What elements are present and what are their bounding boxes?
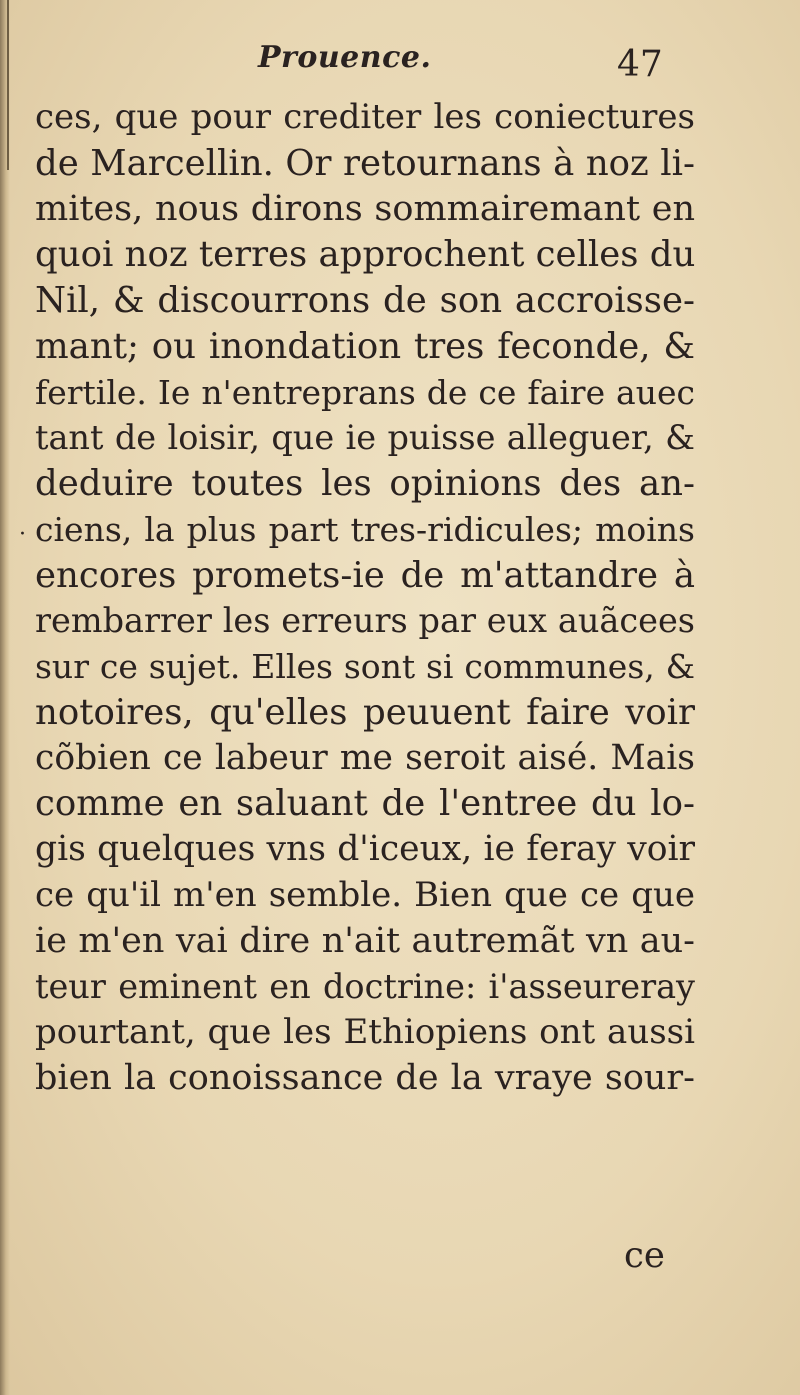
page-header [0, 40, 800, 85]
text-line: gis quelques vns d'iceux, ie feray voir [35, 829, 695, 869]
binding-edge [7, 0, 9, 170]
text-line: deduire toutes les opinions des an- [35, 463, 695, 504]
text-line: teur eminent en doctrine: i'asseureray [35, 967, 695, 1007]
text-line: pourtant, que les Ethiopiens ont aussi [35, 1012, 695, 1052]
text-line: ciens, la plus part tres-ridicules; moins [35, 509, 695, 549]
catchword: ce [624, 1235, 665, 1276]
text-line: quoi noz terres approchent celles du [35, 234, 696, 276]
text-line: mites, nous dirons sommairemant en [35, 188, 695, 229]
text-line: notoires, qu'elles peuuent faire voir [35, 691, 695, 733]
text-line: fertile. Ie n'entreprans de ce faire auec [35, 372, 695, 412]
text-line: encores promets-ie de m'attandre à [35, 554, 695, 596]
running-head: Prouence. [258, 40, 432, 75]
text-line: bien la conoissance de la vraye sour- [35, 1057, 695, 1098]
page-gutter [0, 0, 10, 1395]
text-line: de Marcellin. Or retournans à noz li- [35, 142, 695, 184]
text-line: cõbien ce labeur me seroit aisé. Mais [35, 737, 695, 778]
text-line: ce qu'il m'en semble. Bien que ce que [35, 874, 695, 915]
text-line: ces, que pour crediter les coniectures [35, 97, 695, 137]
body-text [35, 95, 695, 1102]
text-line: mant; ou inondation tres feconde, & [35, 325, 695, 367]
text-line: ie m'en vai dire n'ait autremãt vn au- [35, 920, 695, 961]
text-line: tant de loisir, que ie puisse alleguer, & [35, 418, 695, 458]
text-line: rembarrer les erreurs par eux auãcees [35, 601, 695, 641]
text-line: sur ce sujet. Elles sont si communes, & [35, 647, 695, 686]
text-line: Nil, & discourrons de son accroisse- [35, 280, 695, 321]
text-line: comme en saluant de l'entree du lo- [35, 783, 695, 825]
margin-mark: · [19, 522, 26, 547]
page-number: 47 [617, 44, 663, 85]
